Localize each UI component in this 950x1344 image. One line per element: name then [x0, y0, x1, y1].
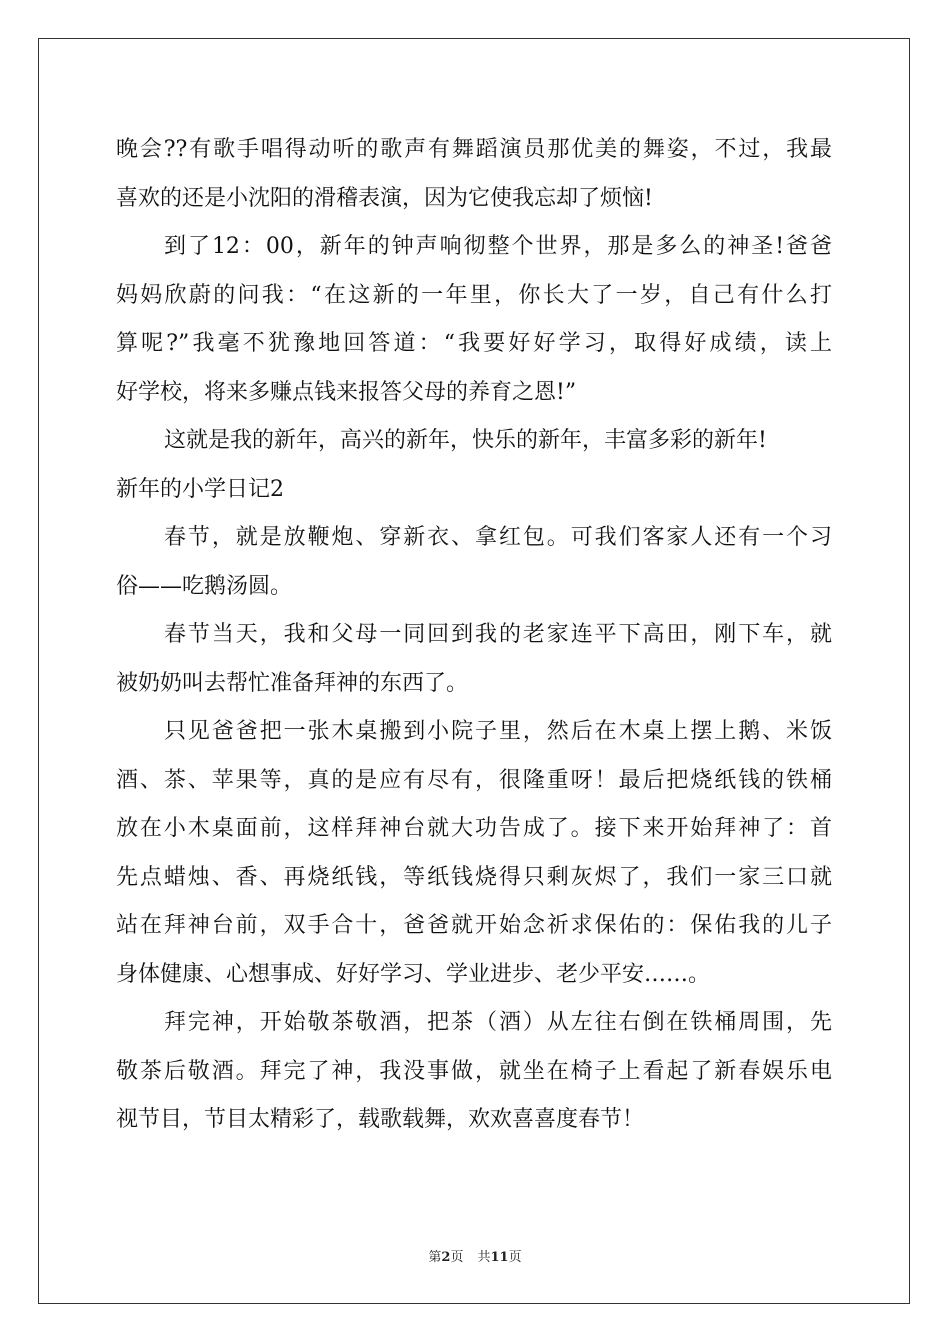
document-body	[116, 126, 832, 1145]
section-heading	[116, 466, 832, 515]
paragraph	[116, 999, 832, 1145]
paragraph-line: 只见爸爸把一张木桌搬到小院子里，然后在木桌上摆上鹅、米饭	[164, 719, 832, 744]
paragraph-line: 俗——吃鹅汤圆。	[116, 573, 293, 599]
paragraph-line: 算呢?”我毫不犹豫地回答道：“我要好好学习，取得好成绩，读上	[116, 331, 832, 356]
paragraph-line: 站在拜神台前，双手合十，爸爸就开始念祈求保佑的：保佑我的儿子	[116, 913, 832, 938]
paragraph-line: 喜欢的还是小沈阳的滑稽表演，因为它使我忘却了烦恼!	[116, 185, 653, 211]
paragraph	[116, 223, 832, 417]
paragraph	[116, 126, 832, 223]
paragraph	[116, 514, 832, 611]
paragraph-line: 春节，就是放鞭炮、穿新衣、拿红包。可我们客家人还有一个习	[164, 525, 832, 550]
footer-page-prefix: 第	[428, 1250, 442, 1265]
footer-total-prefix: 共	[477, 1250, 491, 1265]
paragraph-line: 拜完神，开始敬茶敬酒，把茶（酒）从左往右倒在铁桶周围，先	[164, 1010, 832, 1035]
paragraph-line: 妈妈欣蔚的问我：“在这新的一年里，你长大了一岁，自己有什么打	[116, 282, 832, 308]
paragraph-line: 晚会??有歌手唱得动听的歌声有舞蹈演员那优美的舞姿，不过，我最	[116, 137, 832, 162]
paragraph-line: 春节当天，我和父母一同回到我的老家连平下高田，刚下车，就	[164, 622, 832, 647]
paragraph-line: 酒、茶、苹果等，真的是应有尽有，很隆重呀！最后把烧纸钱的铁桶	[116, 767, 832, 793]
paragraph-line: 先点蜡烛、香、再烧纸钱，等纸钱烧得只剩灰烬了，我们一家三口就	[116, 864, 832, 890]
footer-page-number: 2	[441, 1250, 451, 1265]
footer-page-suffix: 页	[450, 1250, 464, 1265]
paragraph-line: 放在小木桌面前，这样拜神台就大功告成了。接下来开始拜神了：首	[116, 816, 832, 841]
paragraph	[116, 417, 832, 466]
paragraph-line: 被奶奶叫去帮忙准备拜神的东西了。	[116, 670, 469, 696]
paragraph-line: 视节目，节目太精彩了，载歌载舞，欢欢喜喜度春节！	[116, 1107, 645, 1132]
footer-total-suffix: 页	[508, 1250, 522, 1265]
paragraph	[116, 708, 832, 999]
paragraph-line: 到了12：00，新年的钟声响彻整个世界，那是多么的神圣!爸爸	[164, 234, 832, 259]
paragraph-line: 这就是我的新年，高兴的新年，快乐的新年，丰富多彩的新年!	[164, 428, 767, 453]
footer-total-number: 11	[490, 1250, 509, 1265]
paragraph-line: 好学校，将来多赚点钱来报答父母的养育之恩!”	[116, 379, 577, 405]
heading-text: 新年的小学日记2	[116, 476, 284, 502]
paragraph-line: 敬茶后敬酒。拜完了神，我没事做，就坐在椅子上看起了新春娱乐电	[116, 1058, 832, 1084]
paragraph-line: 身体健康、心想事成、好好学习、学业进步、老少平安……。	[116, 961, 711, 987]
paragraph	[116, 611, 832, 708]
page-footer	[0, 1246, 950, 1265]
